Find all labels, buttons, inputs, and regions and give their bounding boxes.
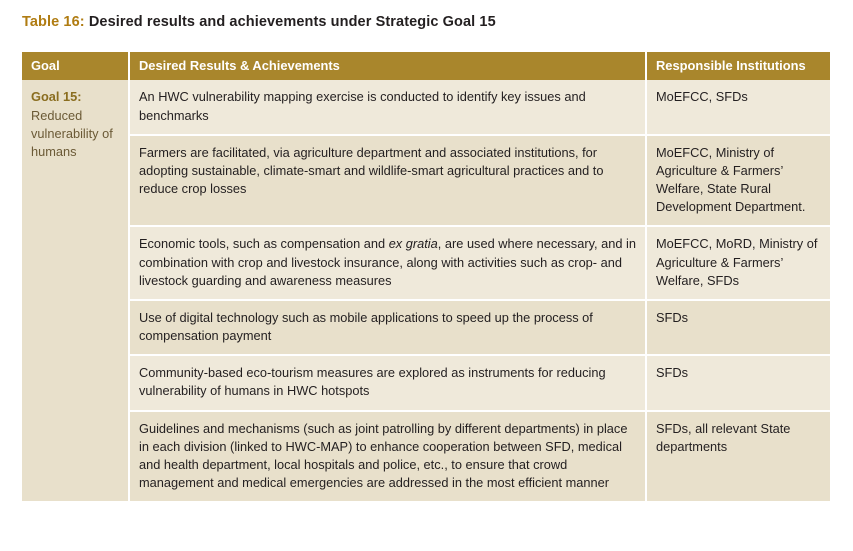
responsible-institutions-cell: MoEFCC, SFDs [646,80,830,134]
table-row [22,80,830,134]
responsible-institutions-cell: MoEFCC, MoRD, Ministry of Agriculture & Farmers’ Welfare, SFDs [646,226,830,299]
responsible-institutions-cell: SFDs [646,355,830,410]
column-header-goal: Goal [22,52,129,80]
table-header [22,52,830,80]
desired-result-text-emphasis: ex gratia [388,236,438,252]
goal-results-table [22,52,830,503]
table-header-row [22,52,830,80]
responsible-institutions-cell: SFDs [646,300,830,355]
table-caption-text: Desired results and achievements under Strategic Goal 15 [88,14,496,30]
responsible-institutions-cell: MoEFCC, Ministry of Agriculture & Farmers’ Welfare, State Rural Development Department. [646,135,830,227]
goal-name: Goal 15: [31,89,82,105]
table-row [22,135,830,227]
goal-cell [22,80,129,502]
goal-description: Reduced vulnerability of humans [31,107,113,159]
desired-result-cell [129,80,646,134]
table-row [22,300,830,355]
column-header-desired-results: Desired Results & Achievements [129,52,646,80]
desired-result-text-pre: Economic tools, such as compensation and [139,236,389,252]
desired-result-text: Community-based eco-tourism measures are explored as instruments for reducing vulnerability of humans in HWC hotspots [139,365,606,399]
desired-result-text: Farmers are facilitated, via agriculture department and associated institutions, for adopting sustainable, climate-smart and wildlife-smart agricultural practices and to reduce crop losses [139,144,604,197]
table-caption [22,14,496,30]
desired-result-text: Use of digital technology such as mobile applications to speed up the process of compensation payment [139,309,593,344]
desired-result-text: Guidelines and mechanisms (such as joint patrolling by different departments) in place in each division (linked to HWC-MAP) to enhance cooperation between SFD, medical and health department, local hospitals and police, etc., to ensure that crowd management and medical emergencies are addressed in the most efficient manner [139,420,628,490]
desired-result-cell [129,411,646,503]
desired-result-cell [129,300,646,355]
column-header-responsible-institutions: Responsible Institutions [646,52,830,80]
desired-result-text: An HWC vulnerability mapping exercise is conducted to identify key issues and benchmarks [139,89,586,123]
desired-result-cell [129,135,646,227]
responsible-institutions-cell: SFDs, all relevant State departments [646,411,830,503]
desired-result-cell [129,226,646,299]
table-row [22,226,830,299]
table-body [22,80,830,502]
table-row [22,355,830,410]
desired-result-cell [129,355,646,410]
table-row [22,411,830,503]
table-caption-label: Table 16: [22,14,85,30]
desired-result-text-post: , are used where necessary, and in combination with crop and livestock insurance, along with activities such as crop- and livestock guarding and awareness measures [139,236,637,288]
